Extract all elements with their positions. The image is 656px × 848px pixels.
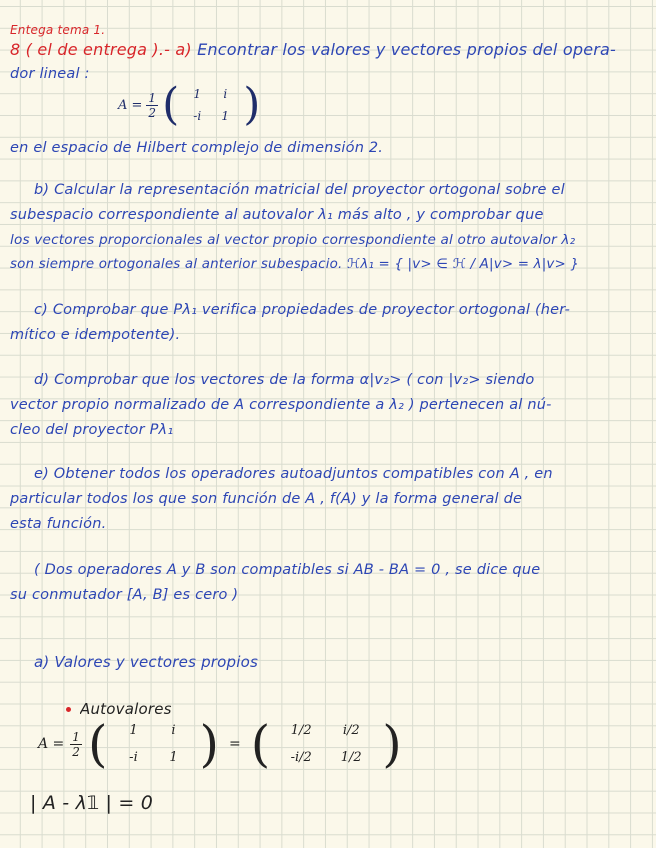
note-line-2: su conmutador [A, B] es cero ) <box>10 587 239 603</box>
part-b-line-1: b) Calcular la representación matricial del proyector ortogonal sobre el <box>34 182 565 198</box>
part-c-line-1: c) Comprobar que Pλ₁ verifica propiedades de proyector ortogonal (her- <box>34 302 571 318</box>
bullet-dot <box>66 707 71 712</box>
characteristic-equation: | A - λ𝟙 | = 0 <box>30 792 154 814</box>
matrix-a-cells: 1 i -i 1 <box>193 87 230 123</box>
eq-matrix-2: 1/2 i/2 -i/2 1/2 <box>290 723 362 765</box>
right-paren: ) <box>382 715 402 773</box>
solution-heading: a) Valores y vectores propios <box>34 653 259 671</box>
part-b-line-3: los vectores proporcionales al vector propio correspondiente al otro autovalor λ₂ <box>10 232 576 248</box>
eq-factor: $\frac{1}{2}$ <box>72 729 80 759</box>
problem-line-2: dor lineal : <box>10 66 90 82</box>
part-e-line-3: esta función. <box>10 516 107 532</box>
part-d-line-2: vector propio normalizado de A correspondiente a λ₂ ) pertenecen al nú- <box>10 397 552 413</box>
part-d-line-1: d) Comprobar que los vectores de la forma α|v₂> ( con |v₂> siendo <box>34 372 535 388</box>
left-paren: ( <box>250 715 271 773</box>
part-c-line-2: mítico e idempotente). <box>10 327 181 343</box>
right-paren: ) <box>199 715 219 773</box>
matrix-a-definition <box>118 80 260 130</box>
part-b-line-4: son siempre ortogonales al anterior subespacio. ℋλ₁ = { |v> ∈ ℋ / A|v> = λ|v> } <box>10 257 580 272</box>
solution-matrix-equation <box>38 716 402 772</box>
part-b-line-2: subespacio correspondiente al autovalor λ₁ más alto , y comprobar que <box>10 207 544 223</box>
problem-line-1 <box>10 40 648 60</box>
part-d-line-3: cleo del proyector Pλ₁ <box>10 422 174 438</box>
left-paren: ( <box>162 79 180 130</box>
part-e-line-1: e) Obtener todos los operadores autoadjuntos compatibles con A , en <box>34 466 553 482</box>
part-e-line-2: particular todos los que son función de A , f(A) y la forma general de <box>10 491 523 507</box>
problem-number: 8 ( el de entrega ).- a) <box>10 40 192 59</box>
left-paren: ( <box>87 715 108 773</box>
problem-line-3: en el espacio de Hilbert complejo de dimensión 2. <box>10 140 384 156</box>
matrix-a-factor: $\frac{1}{2}$ <box>148 90 157 120</box>
matrix-a-lhs: A = <box>118 97 143 113</box>
problem-line-1-text: Encontrar los valores y vectores propios del opera- <box>191 40 617 59</box>
bullet-autovalores: Autovalores <box>80 700 172 718</box>
note-line-1: ( Dos operadores A y B son compatibles si AB - BA = 0 , se dice que <box>34 562 541 578</box>
eq-matrix-1: 1 i -i 1 <box>129 723 178 765</box>
right-paren: ) <box>243 79 261 130</box>
eq-equals: = <box>228 736 241 752</box>
eq-lhs: A = <box>38 736 65 752</box>
header-title: Entega tema 1. <box>10 23 106 37</box>
